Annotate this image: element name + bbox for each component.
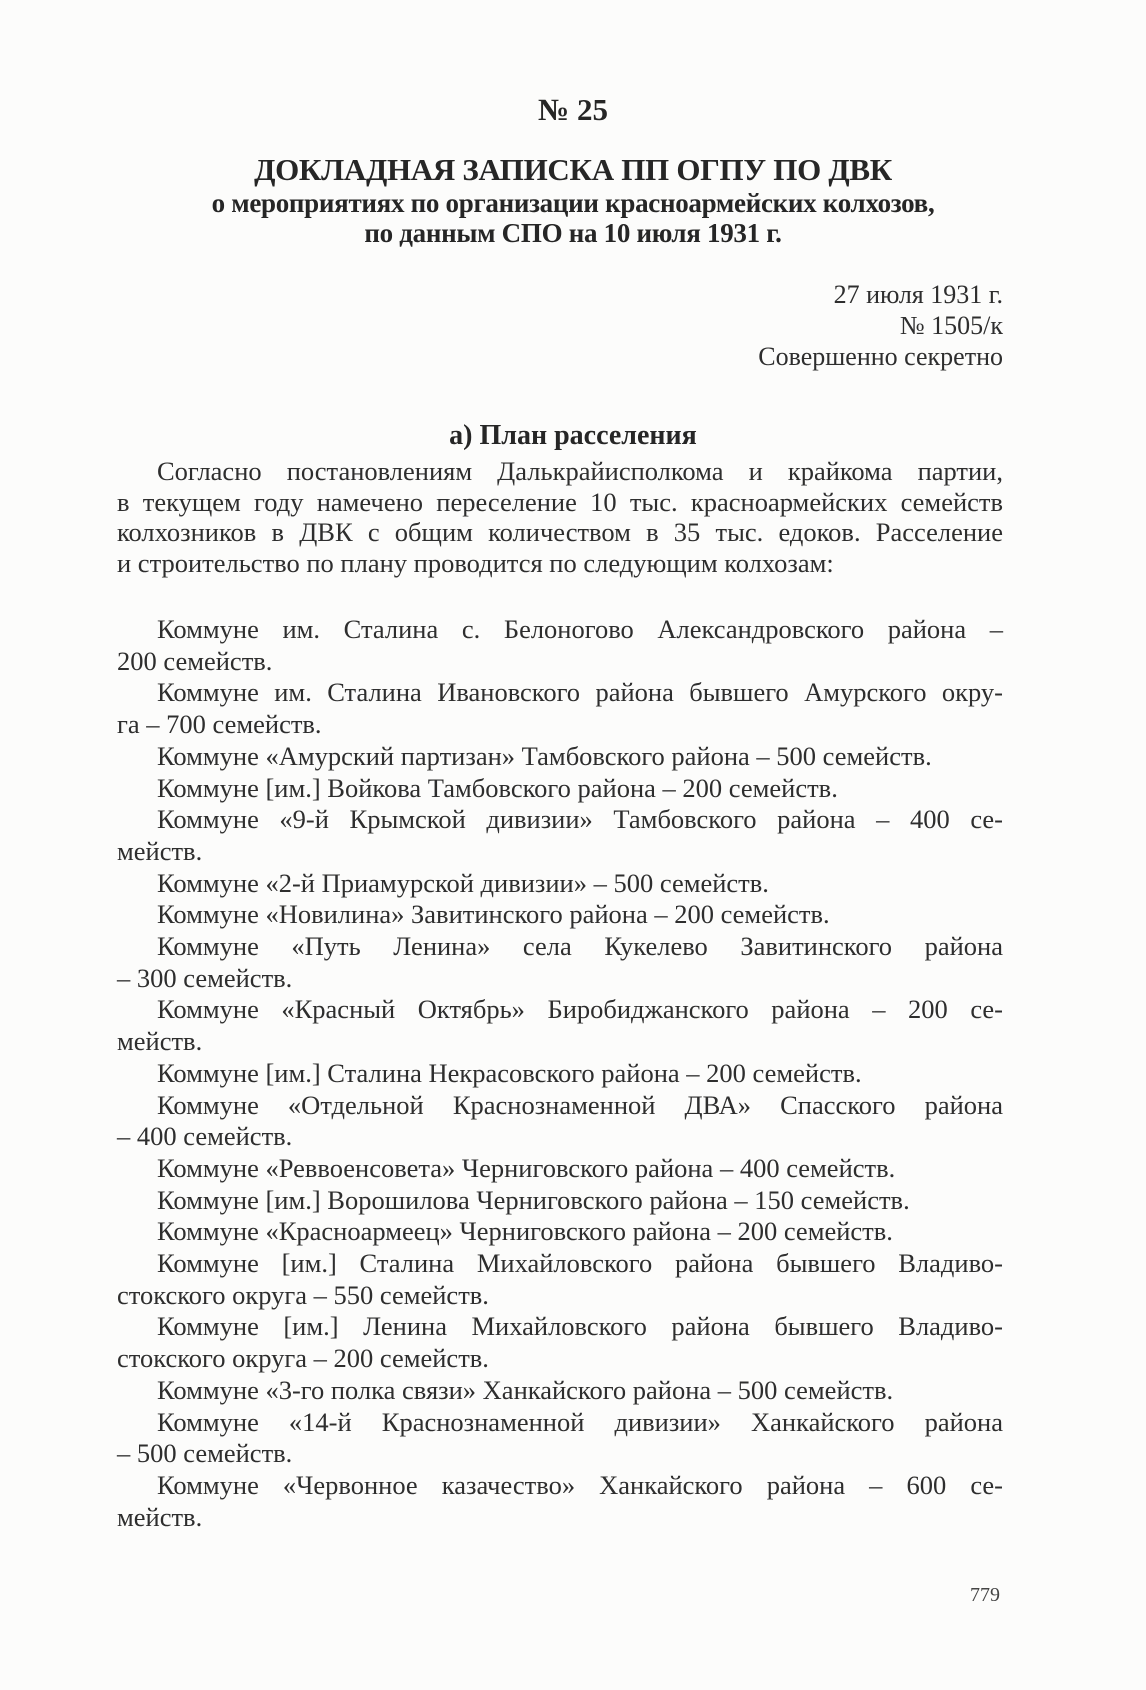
entry-line: Коммуне им. Сталина Ивановского района бывшего Амурского окру- (157, 677, 1003, 708)
entry-line: Коммуне «Красный Октябрь» Биробиджанского района – 200 се- (157, 994, 1003, 1025)
entry-line: Коммуне [им.] Сталина Михайловского района бывшего Владиво- (157, 1248, 1003, 1279)
entry-line: Коммуне «Отдельной Краснознаменной ДВА» Спасского района (157, 1089, 1003, 1120)
kolkhoz-entry (117, 1153, 1003, 1185)
kolkhoz-entry (117, 1407, 1003, 1470)
kolkhoz-entry (117, 931, 1003, 994)
paragraph-line: Согласно постановлениям Далькрайисполкома и крайкома партии, (157, 456, 1003, 486)
paragraph-line: колхозников в ДВК с общим количеством в 35 тыс. едоков. Расселение (117, 517, 1003, 547)
entry-line: га – 700 семейств. (117, 709, 322, 740)
kolkhoz-entry (117, 804, 1003, 867)
document-subtitle-line: по данным СПО на 10 июля 1931 г. (364, 218, 782, 248)
entry-line: Коммуне «Червонное казачество» Ханкайского района – 600 се- (157, 1469, 1003, 1500)
kolkhoz-entry (117, 1248, 1003, 1311)
entry-line: мейств. (117, 1026, 203, 1057)
entry-line: мейств. (117, 835, 203, 866)
paragraph-line: и строительство по плану проводится по следующим колхозам: (117, 547, 834, 578)
registration-number: № 1505/к (899, 311, 1003, 340)
entry-line: стокского округа – 200 семейств. (117, 1343, 489, 1374)
entry-line: 200 семейств. (117, 645, 273, 676)
document-subtitle-line: о мероприятиях по организации красноармейских колхозов, (211, 188, 935, 218)
entry-line: – 300 семейств. (117, 962, 293, 993)
entry-line: стокского округа – 550 семейств. (117, 1279, 489, 1310)
entry-line: – 500 семейств. (117, 1438, 293, 1469)
paragraph-line: в текущем году намечено переселение 10 тыс. красноармейских семейств (117, 486, 1003, 517)
document-number: № 25 (538, 92, 608, 127)
kolkhoz-list (117, 614, 1003, 1533)
entry-line: Коммуне «3-го полка связи» Ханкайского района – 500 семейств. (157, 1374, 894, 1405)
entry-line: Коммуне «14-й Краснознаменной дивизии» Ханкайского района (157, 1406, 1003, 1437)
kolkhoz-entry (117, 1090, 1003, 1153)
entry-line: – 400 семейств. (117, 1121, 293, 1152)
entry-line: Коммуне «Амурский партизан» Тамбовского района – 500 семейств. (157, 740, 932, 771)
section-heading: а) План расселения (449, 420, 697, 451)
entry-line: Коммуне «Путь Ленина» села Кукелево Завитинского района (157, 931, 1003, 962)
entry-line: Коммуне [им.] Ленина Михайловского района бывшего Владиво- (157, 1311, 1003, 1342)
kolkhoz-entry (117, 773, 1003, 805)
entry-line: Коммуне «9-й Крымской дивизии» Тамбовского района – 400 се- (157, 804, 1003, 835)
kolkhoz-entry (117, 614, 1003, 677)
classification-mark: Совершенно секретно (758, 342, 1003, 371)
paragraph (117, 456, 1003, 578)
entry-line: Коммуне им. Сталина с. Белоногово Александровского района – (157, 614, 1003, 644)
kolkhoz-entry (117, 1216, 1003, 1248)
entry-line: Коммуне «Реввоенсовета» Черниговского района – 400 семейств. (157, 1152, 896, 1183)
entry-line: Коммуне [им.] Войкова Тамбовского района – 200 семейств. (157, 772, 838, 803)
kolkhoz-entry (117, 994, 1003, 1057)
kolkhoz-entry (117, 868, 1003, 900)
kolkhoz-entry (117, 677, 1003, 740)
entry-line: Коммуне [им.] Сталина Некрасовского района – 200 семейств. (157, 1057, 862, 1088)
entry-line: Коммуне «2-й Приамурской дивизии» – 500 семейств. (157, 867, 769, 898)
kolkhoz-entry (117, 1470, 1003, 1533)
document-title: ДОКЛАДНАЯ ЗАПИСКА ПП ОГПУ ПО ДВК (254, 152, 892, 187)
entry-line: Коммуне [им.] Ворошилова Черниговского района – 150 семейств. (157, 1184, 910, 1215)
document-date: 27 июля 1931 г. (833, 280, 1003, 309)
kolkhoz-entry (117, 741, 1003, 773)
kolkhoz-entry (117, 899, 1003, 931)
entry-line: Коммуне «Красноармеец» Черниговского района – 200 семейств. (157, 1216, 893, 1247)
kolkhoz-entry (117, 1375, 1003, 1407)
intro-paragraph (117, 456, 1003, 578)
page-number: 779 (970, 1584, 1000, 1606)
entry-line: мейств. (117, 1501, 203, 1532)
kolkhoz-entry (117, 1185, 1003, 1217)
kolkhoz-entry (117, 1058, 1003, 1090)
entry-line: Коммуне «Новилина» Завитинского района – 200 семейств. (157, 899, 830, 930)
kolkhoz-entry (117, 1311, 1003, 1374)
